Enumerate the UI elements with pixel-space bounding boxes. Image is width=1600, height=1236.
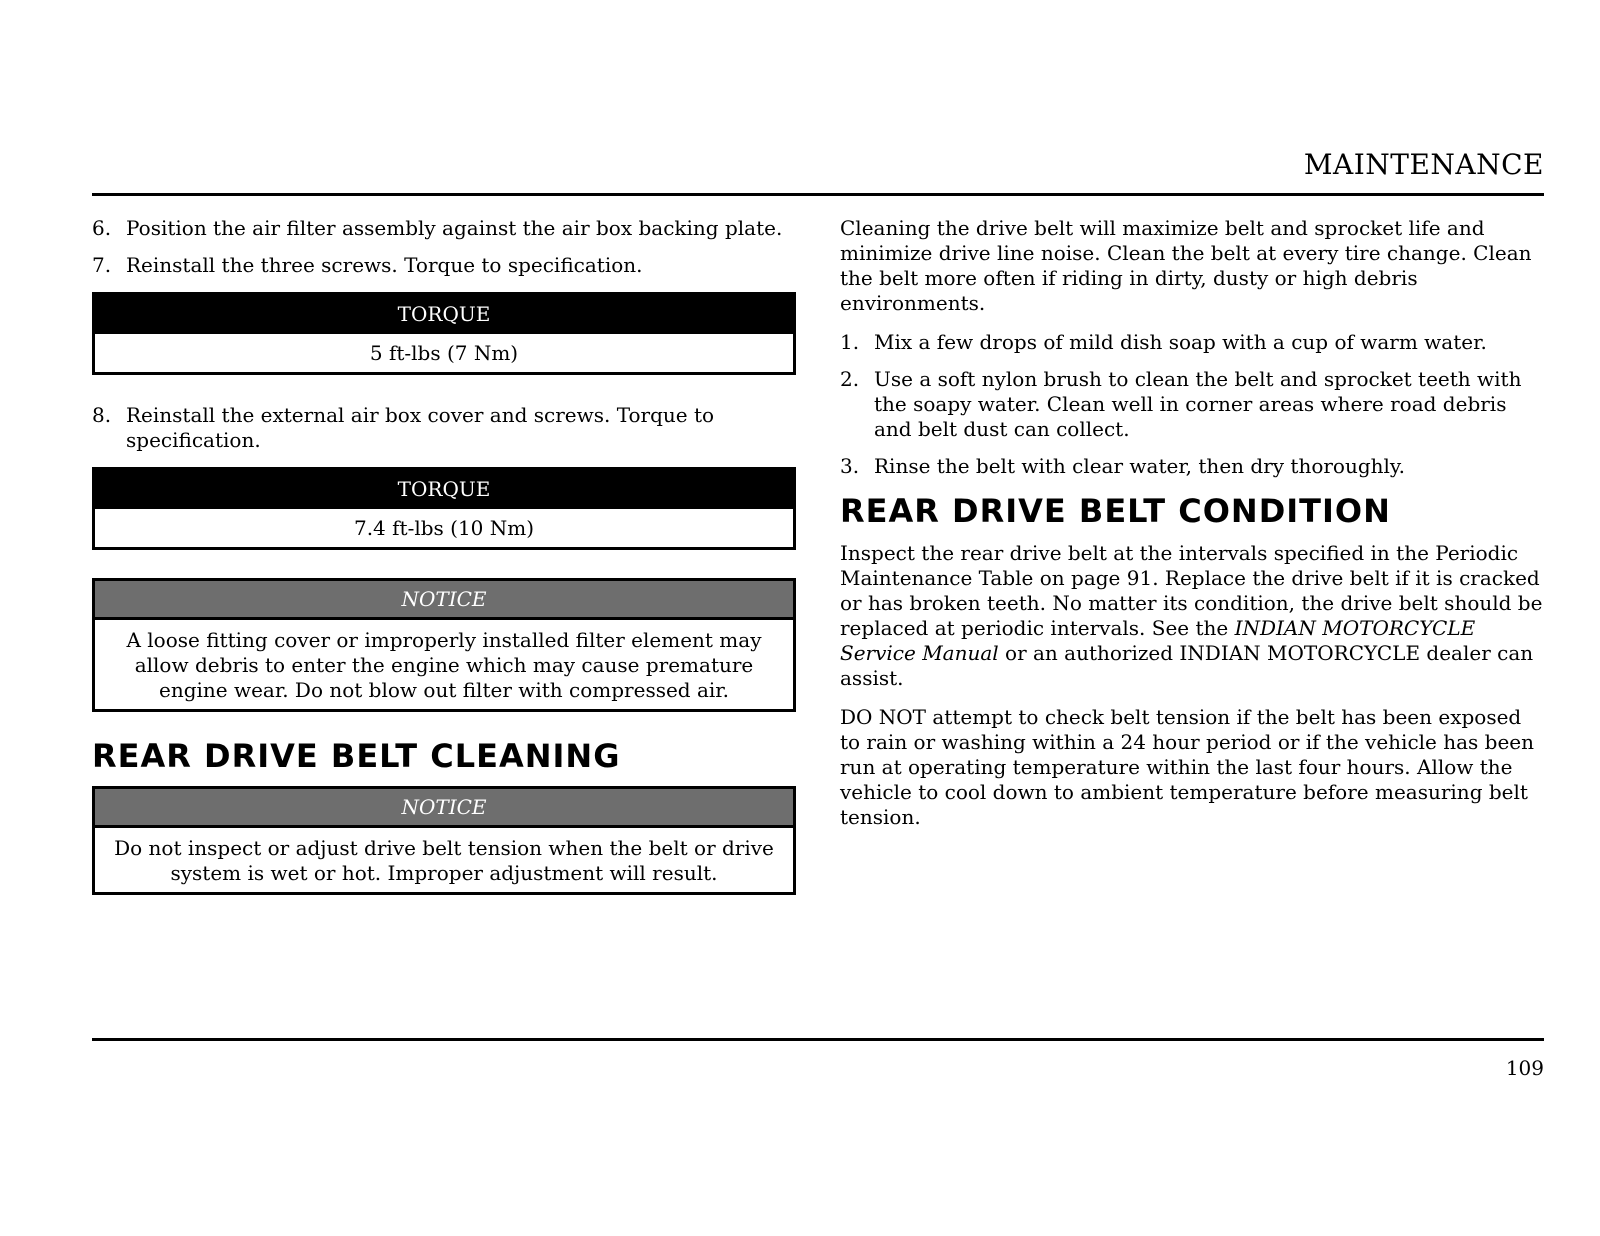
step-number: 2. xyxy=(840,367,860,391)
torque-label: TORQUE xyxy=(95,470,793,509)
step-6 xyxy=(92,216,796,241)
condition-paragraph xyxy=(840,541,1544,691)
step-8 xyxy=(92,403,796,453)
notice-label: NOTICE xyxy=(95,581,793,620)
torque-table-2 xyxy=(92,467,796,550)
condition-text-part1: Inspect the rear drive belt at the intervals specified in the Periodic Maintenance Table on page 91. Replace the drive belt if it is cracked or has broken teeth. No matter its condition, the drive belt should be replaced at periodic intervals. See the xyxy=(840,541,1543,640)
condition-text-part2: or an authorized INDIAN MOTORCYCLE dealer can assist. xyxy=(840,641,1534,690)
section-heading-belt-cleaning: REAR DRIVE BELT CLEANING xyxy=(92,737,621,775)
notice-label: NOTICE xyxy=(95,789,793,828)
step-7 xyxy=(92,253,796,278)
notice-text: A loose fitting cover or improperly installed filter element may allow debris to enter the engine which may cause premature engine wear. Do not blow out filter with compressed air. xyxy=(126,628,762,702)
header-divider xyxy=(92,193,1544,196)
notice-text: Do not inspect or adjust drive belt tension when the belt or drive system is wet or hot. Improper adjustment will result. xyxy=(114,836,774,885)
step-number: 1. xyxy=(840,330,860,354)
step-number: 3. xyxy=(840,454,860,478)
section-heading-belt-condition: REAR DRIVE BELT CONDITION xyxy=(840,492,1391,530)
step-1 xyxy=(840,330,1544,355)
cleaning-intro: Cleaning the drive belt will maximize belt and sprocket life and minimize drive line noise. Clean the belt at every tire change. Clean the belt more often if riding in dirty, dusty or high debris environments. xyxy=(840,216,1532,315)
left-column xyxy=(92,216,796,919)
right-column xyxy=(840,216,1544,844)
torque-label: TORQUE xyxy=(95,295,793,334)
step-3 xyxy=(840,454,1544,479)
step-text: Mix a few drops of mild dish soap with a cup of warm water. xyxy=(874,330,1487,354)
step-text: Position the air filter assembly against the air box backing plate. xyxy=(126,216,783,240)
step-text: Use a soft nylon brush to clean the belt and sprocket teeth with the soapy water. Clean well in corner areas where road debris and belt dust can collect. xyxy=(874,367,1522,441)
page-section-title: MAINTENANCE xyxy=(1303,148,1544,181)
torque-value: 5 ft-lbs (7 Nm) xyxy=(369,341,519,365)
step-number: 8. xyxy=(92,403,112,427)
torque-table-1 xyxy=(92,292,796,375)
page-number: 109 xyxy=(1505,1056,1544,1080)
step-2 xyxy=(840,367,1544,442)
footer-divider xyxy=(92,1038,1544,1041)
step-number: 6. xyxy=(92,216,112,240)
torque-value: 7.4 ft-lbs (10 Nm) xyxy=(353,516,535,540)
notice-box-belt-tension xyxy=(92,786,796,895)
step-text: Reinstall the three screws. Torque to specification. xyxy=(126,253,643,277)
tension-warning-paragraph: DO NOT attempt to check belt tension if the belt has been exposed to rain or washing within a 24 hour period or if the vehicle has been run at operating temperature within the last four hours. Allow the vehicle to cool down to ambient temperature before measuring belt tension. xyxy=(840,705,1535,829)
step-number: 7. xyxy=(92,253,112,277)
service-manual-title: INDIAN MOTORCYCLE Service Manual xyxy=(840,616,1476,665)
notice-box-air-filter xyxy=(92,578,796,712)
step-text: Rinse the belt with clear water, then dry thoroughly. xyxy=(874,454,1405,478)
step-text: Reinstall the external air box cover and screws. Torque to specification. xyxy=(126,403,715,452)
